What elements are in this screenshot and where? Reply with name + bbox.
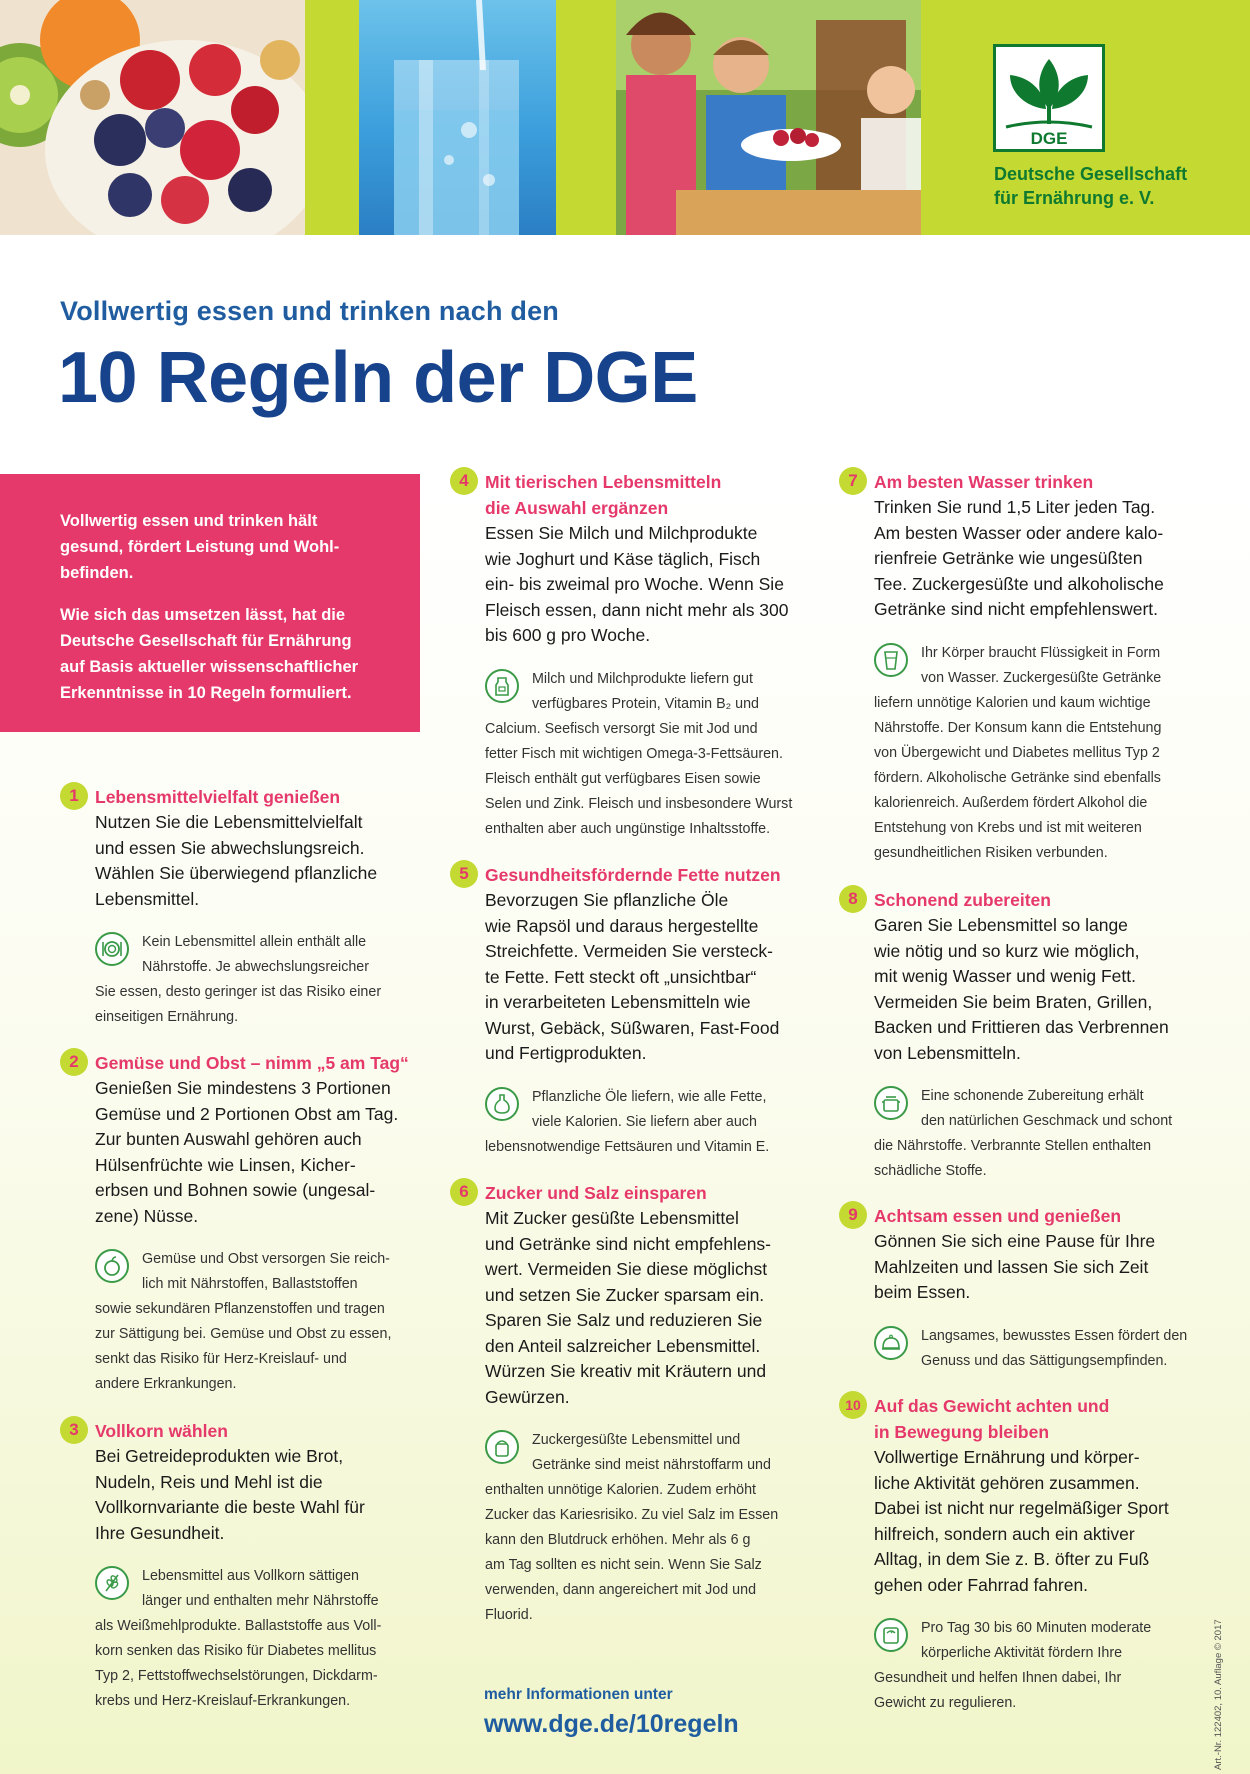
rule-heading (60, 1050, 410, 1076)
rule-note (60, 1564, 410, 1714)
rule-note (839, 1616, 1189, 1716)
rule-note-line: viele Kalorien. Sie liefern aber auch (532, 1113, 757, 1130)
rule-title (485, 469, 800, 521)
rule-1 (60, 784, 410, 1030)
photo-family-meal (616, 0, 921, 235)
rule-body-line: Vollkornvariante die beste Wahl für (95, 1497, 365, 1517)
rule-heading (60, 784, 410, 810)
rule-note-line: enthalten aber auch ungünstige Inhaltsstoffe. (485, 820, 771, 837)
rule-note-line: Langsames, bewusstes Essen fördert den (921, 1327, 1188, 1344)
rule-note-line: kalorienreich. Außerdem fördert Alkohol die (874, 794, 1148, 811)
rule-title-line: Am besten Wasser trinken (874, 472, 1094, 492)
rule-note-line: Sie essen, desto geringer ist das Risiko einer (95, 984, 382, 1000)
rule-note-line: Zuckergesüßte Lebensmittel und (532, 1432, 741, 1448)
pot-icon (874, 1086, 908, 1120)
rule-body-line: Vollwertige Ernährung und körper- (874, 1447, 1140, 1467)
rule-note-line: Entstehung von Krebs und ist mit weiteren (874, 819, 1142, 836)
rule-body-line: bis 600 g pro Woche. (485, 625, 651, 645)
rule-note-line: Typ 2, Fettstoffwechselstörungen, Dickdarm- (95, 1668, 378, 1684)
rule-note-line: Nährstoffe. Der Konsum kann die Entstehung (874, 719, 1162, 736)
rule-note (60, 1247, 410, 1397)
rule-note-line: Zucker das Kariesrisiko. Zu viel Salz im Essen (485, 1507, 779, 1523)
rule-note-line: Milch und Milchprodukte liefern gut (532, 670, 753, 687)
rule-heading (839, 887, 1189, 913)
scale-icon (874, 1618, 908, 1652)
rule-note (839, 1324, 1189, 1374)
article-number: Art.-Nr. 122402, 10. Auflage © 2017 (1213, 1619, 1224, 1770)
rule-body-line: rienfreie Getränke wie ungesüßten (874, 548, 1143, 568)
rule-note (60, 930, 410, 1030)
rule-note-line: kann den Blutdruck erhöhen. Mehr als 6 g (485, 1532, 751, 1548)
more-info-link[interactable]: www.dge.de/10regeln (484, 1710, 739, 1738)
rule-title (485, 862, 800, 888)
rule-body-line: Trinken Sie rund 1,5 Liter jeden Tag. (874, 497, 1156, 517)
rule-title-line: die Auswahl ergänzen (485, 498, 669, 518)
rule-note-line: Gewicht zu regulieren. (874, 1695, 1017, 1711)
milk-icon (485, 669, 519, 703)
rule-body-line: Streichfette. Vermeiden Sie versteck- (485, 941, 773, 961)
rule-title (485, 1180, 800, 1206)
rule-number-badge: 1 (60, 782, 88, 810)
rule-body (839, 1229, 1189, 1306)
rule-body-line: Hülsenfrüchte wie Linsen, Kicher- (95, 1154, 356, 1175)
org-name-line: Deutsche Gesellschaft (994, 164, 1188, 184)
intro-box (0, 474, 420, 732)
rule-title-line: in Bewegung bleiben (874, 1422, 1050, 1442)
rule-heading (839, 1203, 1189, 1229)
page-title: 10 Regeln der DGE (58, 338, 698, 418)
rule-note-line: zur Sättigung bei. Gemüse und Obst zu essen, (95, 1326, 392, 1342)
rule-body-line: Genießen Sie mindestens 3 Portionen (95, 1078, 391, 1098)
rule-body (839, 913, 1189, 1066)
rule-note (450, 667, 800, 842)
rule-body-line: Gemüse und 2 Portionen Obst am Tag. (95, 1103, 399, 1124)
rule-title-line: Auf das Gewicht achten und (874, 1396, 1110, 1416)
rule-note-line: liefern unnötige Kalorien und kaum wichtige (874, 694, 1151, 711)
rule-title-line: Gesundheitsfördernde Fette nutzen (485, 865, 781, 885)
rule-title-line: Gemüse und Obst – nimm „5 am Tag“ (95, 1053, 409, 1073)
rule-body-line: hilfreich, sondern auch ein aktiver (874, 1523, 1135, 1544)
rule-body-line: liche Aktivität gehören zusammen. (874, 1472, 1140, 1493)
rule-body-line: Alltag, in dem Sie z. B. öfter zu Fuß (874, 1549, 1150, 1569)
rule-number-badge: 7 (839, 467, 867, 495)
rule-note-line: andere Erkrankungen. (95, 1376, 237, 1392)
rule-note (839, 641, 1189, 866)
rule-body-line: Ihre Gesundheit. (95, 1522, 225, 1543)
rule-note-line: Pflanzliche Öle liefern, wie alle Fette, (532, 1088, 767, 1105)
rule-note-line: lebensnotwendige Fettsäuren und Vitamin E. (485, 1138, 770, 1155)
rule-body-line: Nutzen Sie die Lebensmittelvielfalt (95, 812, 363, 832)
rule-note-line: schädliche Stoffe. (874, 1163, 987, 1179)
rule-3 (60, 1418, 410, 1714)
rule-note-line: Getränke sind meist nährstoffarm und (532, 1457, 771, 1473)
rule-number-badge: 3 (60, 1416, 88, 1444)
rule-heading (450, 469, 800, 521)
rule-body-line: Backen und Frittieren das Verbrennen (874, 1017, 1169, 1037)
rule-title-line: Vollkorn wählen (95, 1421, 228, 1441)
intro-line: Erkenntnisse in 10 Regeln formuliert. (60, 684, 352, 702)
rule-body-line: in verarbeiteten Lebensmitteln wie (485, 992, 751, 1012)
rule-note-line: Fleisch enthält gut verfügbares Eisen sowie (485, 770, 761, 787)
rule-body-line: Wählen Sie überwiegend pflanzliche (95, 863, 378, 883)
rule-body-line: Nudeln, Reis und Mehl ist die (95, 1471, 323, 1492)
rule-8 (839, 887, 1189, 1184)
header-photo-strip (0, 0, 1250, 235)
rule-note-line: enthalten unnötige Kalorien. Zudem erhöht (485, 1482, 757, 1498)
rule-note-line: Lebensmittel aus Vollkorn sättigen (142, 1568, 359, 1584)
photo-fruit-muesli (0, 0, 305, 235)
plate-icon (95, 932, 129, 966)
glass-icon (874, 643, 908, 677)
grain-icon (95, 1566, 129, 1600)
page-subtitle: Vollwertig essen und trinken nach den (60, 296, 559, 326)
rule-body-line: und Fertigprodukten. (485, 1043, 647, 1063)
rule-note-line: den natürlichen Geschmack und schont (921, 1113, 1173, 1129)
rule-10 (839, 1393, 1189, 1716)
dge-leaf-icon (996, 47, 1102, 149)
salt-icon (485, 1430, 519, 1464)
rule-body-line: erbsen und Bohnen sowie (ungesal- (95, 1180, 376, 1200)
rule-note-line: Fluorid. (485, 1607, 533, 1623)
rule-body-line: zene) Nüsse. (95, 1205, 199, 1226)
more-info (484, 1686, 739, 1739)
water-glass-illustration (359, 0, 556, 235)
intro-line: Vollwertig essen und trinken hält (60, 512, 318, 530)
rule-body-line: Bevorzugen Sie pflanzliche Öle (485, 890, 729, 910)
rule-note-line: Nährstoffe. Je abwechslungsreicher (142, 959, 370, 975)
rule-body-line: Würzen Sie kreativ mit Kräutern und (485, 1361, 767, 1381)
rule-note-line: einseitigen Ernährung. (95, 1009, 239, 1025)
rule-number-badge: 8 (839, 885, 867, 913)
green-divider (305, 0, 359, 235)
rule-body (450, 888, 800, 1067)
rule-title (874, 887, 1189, 913)
rule-note (450, 1085, 800, 1160)
rule-title-line: Zucker und Salz einsparen (485, 1183, 707, 1203)
rule-body-line: Wurst, Gebäck, Süßwaren, Fast-Food (485, 1017, 780, 1038)
photo-water-glass (359, 0, 556, 235)
org-name (994, 162, 1234, 210)
rule-title (95, 1418, 410, 1444)
rule-body-line: Gönnen Sie sich eine Pause für Ihre (874, 1231, 1156, 1251)
rule-body-line: wie Rapsöl und daraus hergestellte (485, 915, 759, 936)
rule-number-badge: 4 (450, 467, 478, 495)
rule-note-line: Genuss und das Sättigungsempfinden. (921, 1352, 1168, 1369)
rule-body-line: Am besten Wasser oder andere kalo- (874, 522, 1164, 543)
rule-note-line: Eine schonende Zubereitung erhält (921, 1088, 1144, 1104)
rule-body-line: Gewürzen. (485, 1386, 570, 1407)
apple-icon (95, 1249, 129, 1283)
rule-note-line: verwenden, dann angereichert mit Jod und (485, 1582, 757, 1598)
rule-note-line: die Nährstoffe. Verbrannte Stellen enthalten (874, 1138, 1152, 1154)
rule-note-line: Gesundheit und helfen Ihnen dabei, Ihr (874, 1670, 1122, 1686)
fruit-illustration (0, 0, 305, 235)
cloche-icon (874, 1326, 908, 1360)
rule-body-line: den Anteil salzreicher Lebensmittel. (485, 1335, 761, 1356)
rule-note-line: länger und enthalten mehr Nährstoffe (142, 1593, 379, 1609)
rule-note-line: verfügbares Protein, Vitamin B₂ und (532, 695, 760, 712)
rule-body (60, 1444, 410, 1546)
rule-body-line: Dabei ist nicht nur regelmäßiger Sport (874, 1498, 1169, 1518)
rule-note-line: Selen und Zink. Fleisch und insbesondere Wurst (485, 795, 793, 812)
rule-body-line: und setzen Sie Zucker sparsam ein. (485, 1284, 765, 1305)
rule-body-line: ein- bis zweimal pro Woche. Wenn Sie (485, 574, 784, 594)
rule-body-line: und essen Sie abwechslungsreich. (95, 837, 365, 858)
rule-note-line: korn senken das Risiko für Diabetes mellitus (95, 1643, 377, 1659)
rule-heading (839, 1393, 1189, 1445)
rule-note-line: gesundheitlichen Risiken verbunden. (874, 844, 1108, 861)
rule-body-line: Vermeiden Sie beim Braten, Grillen, (874, 991, 1153, 1012)
intro-paragraph-1 (60, 508, 390, 586)
rule-body (839, 1445, 1189, 1598)
rule-body (60, 810, 410, 912)
rule-body-line: und Getränke sind nicht empfehlens- (485, 1233, 771, 1254)
rule-body-line: Lebensmittel. (95, 888, 200, 909)
rule-body-line: wie Joghurt und Käse täglich, Fisch (485, 548, 761, 569)
rule-body-line: Fleisch essen, dann nicht mehr als 300 (485, 599, 789, 620)
rule-note-line: Kein Lebensmittel allein enthält alle (142, 934, 367, 950)
rule-note-line: lich mit Nährstoffen, Ballaststoffen (142, 1276, 358, 1292)
rule-5 (450, 862, 800, 1160)
family-illustration (616, 0, 921, 235)
rule-note-line: von Wasser. Zuckergesüßte Getränke (921, 669, 1162, 686)
rule-number-badge: 2 (60, 1048, 88, 1076)
intro-line: Deutsche Gesellschaft für Ernährung (60, 632, 352, 650)
rule-number-badge: 9 (839, 1201, 867, 1229)
rule-body-line: Bei Getreideprodukten wie Brot, (95, 1446, 344, 1466)
dge-logo (993, 44, 1105, 152)
rule-4 (450, 469, 800, 842)
rule-heading (839, 469, 1189, 495)
intro-line: Wie sich das umsetzen lässt, hat die (60, 606, 346, 624)
rule-heading (60, 1418, 410, 1444)
rule-body-line: te Fette. Fett steckt oft „unsichtbar“ (485, 966, 757, 987)
rule-note-line: sowie sekundären Pflanzenstoffen und tragen (95, 1301, 385, 1317)
rule-note (450, 1428, 800, 1628)
rule-body-line: Mahlzeiten und lassen Sie sich Zeit (874, 1256, 1149, 1277)
oil-icon (485, 1087, 519, 1121)
rule-body-line: Mit Zucker gesüßte Lebensmittel (485, 1208, 739, 1228)
org-name-line: für Ernährung e. V. (994, 188, 1155, 208)
rule-7 (839, 469, 1189, 866)
rule-title-line: Achtsam essen und genießen (874, 1206, 1122, 1226)
rule-number-badge: 6 (450, 1178, 478, 1206)
rule-title (874, 1393, 1189, 1445)
rule-note-line: als Weißmehlprodukte. Ballaststoffe aus Voll- (95, 1618, 382, 1634)
rule-body-line: Garen Sie Lebensmittel so lange (874, 915, 1128, 935)
rule-note-line: Gemüse und Obst versorgen Sie reich- (142, 1251, 390, 1267)
rule-body-line: Getränke sind nicht empfehlenswert. (874, 599, 1159, 619)
rule-6 (450, 1180, 800, 1628)
rule-body-line: Essen Sie Milch und Milchprodukte (485, 523, 758, 543)
rule-note-line: senkt das Risiko für Herz-Kreislauf- und (95, 1351, 347, 1367)
rule-body-line: Tee. Zuckergesüßte und alkoholische (874, 573, 1164, 594)
rule-note-line: fördern. Alkoholische Getränke sind ebenfalls (874, 769, 1161, 786)
intro-paragraph-2 (60, 602, 390, 706)
rule-body (60, 1076, 410, 1229)
rule-9 (839, 1203, 1189, 1374)
intro-line: befinden. (60, 564, 134, 582)
rule-heading (450, 1180, 800, 1206)
rule-body-line: Zur bunten Auswahl gehören auch (95, 1129, 362, 1149)
rule-number-badge: 5 (450, 860, 478, 888)
dge-logo-area (921, 0, 1250, 235)
rule-body-line: von Lebensmitteln. (874, 1042, 1021, 1063)
rule-note-line: Ihr Körper braucht Flüssigkeit in Form (921, 644, 1161, 661)
rule-number-badge: 10 (839, 1391, 867, 1419)
rule-title-line: Mit tierischen Lebensmitteln (485, 472, 722, 492)
intro-line: auf Basis aktueller wissenschaftlicher (60, 658, 359, 676)
rule-note-line: körperliche Aktivität fördern Ihre (921, 1645, 1123, 1661)
intro-line: gesund, fördert Leistung und Wohl- (60, 538, 340, 556)
rule-note-line: Pro Tag 30 bis 60 Minuten moderate (921, 1620, 1152, 1636)
rule-note-line: Calcium. Seefisch versorgt Sie mit Jod und (485, 720, 758, 737)
rule-title (95, 784, 410, 810)
rule-body-line: Sparen Sie Salz und reduzieren Sie (485, 1310, 763, 1330)
more-info-label: mehr Informationen unter (484, 1686, 673, 1703)
rule-title-line: Lebensmittelvielfalt genießen (95, 787, 341, 807)
logo-wordmark: DGE (1030, 129, 1068, 148)
rule-title (874, 469, 1189, 495)
rule-note-line: fetter Fisch mit wichtigen Omega-3-Fettsäuren. (485, 745, 783, 762)
rule-note-line: von Übergewicht und Diabetes mellitus Typ 2 (874, 744, 1160, 761)
rule-note (839, 1084, 1189, 1184)
rule-body (839, 495, 1189, 623)
rule-title (874, 1203, 1189, 1229)
rule-body-line: wie nötig und so kurz wie möglich, (874, 940, 1140, 961)
rule-body-line: mit wenig Wasser und wenig Fett. (874, 966, 1136, 986)
rule-2 (60, 1050, 410, 1397)
rule-body (450, 521, 800, 649)
rule-body-line: gehen oder Fahrrad fahren. (874, 1574, 1089, 1595)
rule-body-line: beim Essen. (874, 1282, 971, 1302)
rule-body-line: wert. Vermeiden Sie diese möglichst (485, 1259, 768, 1279)
rule-title-line: Schonend zubereiten (874, 890, 1051, 910)
rule-title (95, 1050, 410, 1076)
rule-heading (450, 862, 800, 888)
rule-body (450, 1206, 800, 1410)
green-divider (556, 0, 616, 235)
rule-note-line: krebs und Herz-Kreislauf-Erkrankungen. (95, 1693, 351, 1709)
rule-note-line: am Tag sollten es nicht sein. Wenn Sie Salz (485, 1557, 762, 1573)
